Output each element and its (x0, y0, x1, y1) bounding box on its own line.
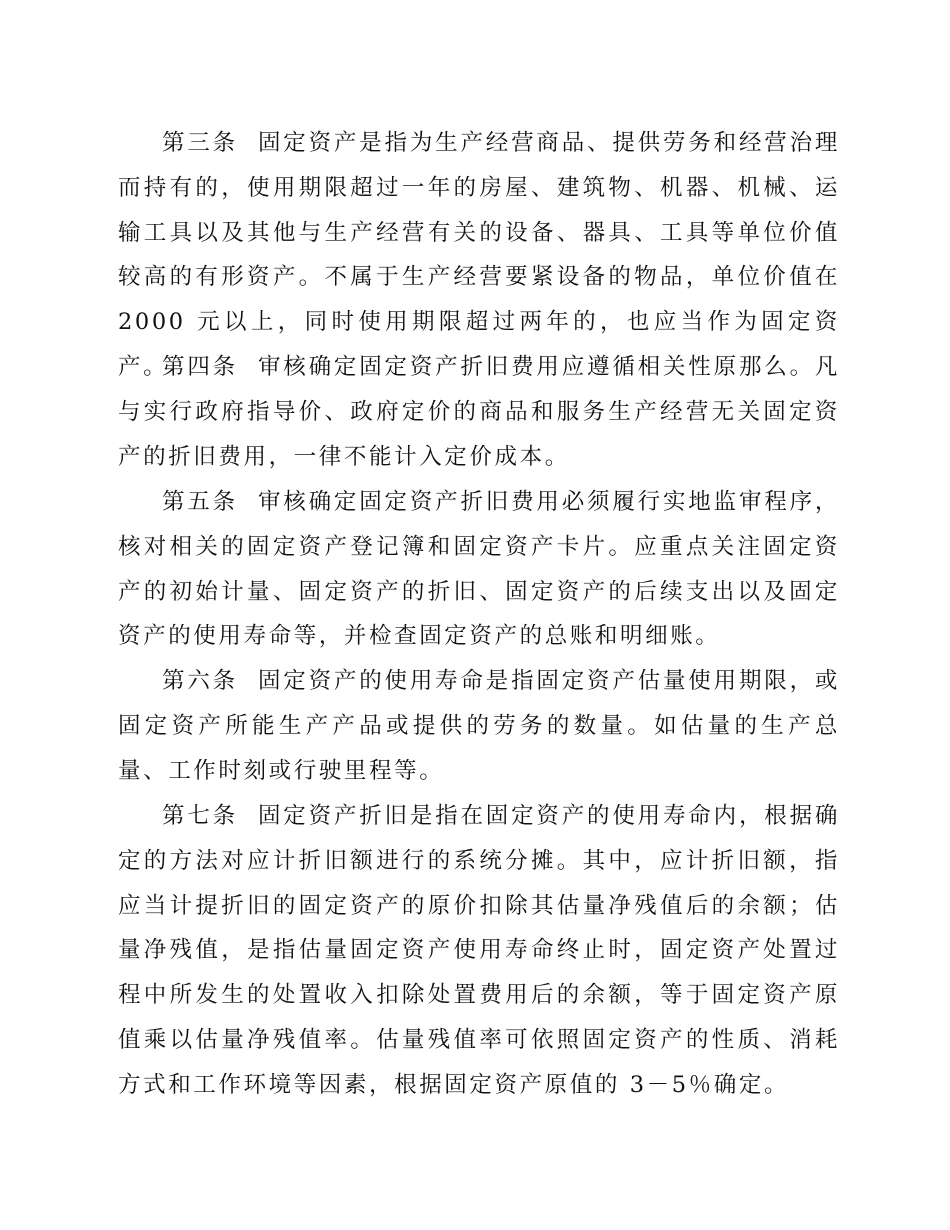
article-5-label: 第五条 (162, 489, 238, 515)
article-4-text: 审核确定固定资产折旧费用应遵循相关性原那么。凡与实行政府指导价、政府定价的商品和服务生产经营无关固定资产的折旧费用，一律不能计入定价成本。 (118, 354, 840, 470)
article-4 (118, 345, 840, 479)
article-4-label: 第四条 (162, 354, 238, 380)
article-6-label: 第六条 (162, 668, 238, 694)
article-5-text: 审核确定固定资产折旧费用必须履行实地监审程序，核对相关的固定资产登记簿和固定资产卡片。应重点关注固定资产的初始计量、固定资产的折旧、固定资产的后续支出以及固定资产的使用寿命等，并检查固定资产的总账和明细账。 (118, 489, 840, 650)
article-5 (118, 480, 840, 659)
article-6-text: 固定资产的使用寿命是指固定资产估量使用期限，或固定资产所能生产产品或提供的劳务的数量。如估量的生产总量、工作时刻或行驶里程等。 (118, 668, 840, 784)
article-6 (118, 659, 840, 793)
article-7-text: 固定资产折旧是指在固定资产的使用寿命内，根据确定的方法对应计折旧额进行的系统分摊。其中，应计折旧额，指应当计提折旧的固定资产的原价扣除其估量净残值后的余额；估量净残值，是指估量固定资产使用寿命终止时，固定资产处置过程中所发生的处置收入扣除处置费用后的余额，等于固定资产原值乘以估量净残值率。估量残值率可依照固定资产的性质、消耗方式和工作环境等因素，根据固定资产原值的 3－5％确定。 (118, 803, 840, 1098)
article-3-label: 第三条 (162, 130, 238, 156)
article-7-label: 第七条 (162, 803, 238, 829)
article-7 (118, 794, 840, 1108)
article-3-text: 固定资产是指为生产经营商品、提供劳务和经营治理而持有的，使用期限超过一年的房屋、建筑物、机器、机械、运输工具以及其他与生产经营有关的设备、器具、工具等单位价值较高的有形资产。不属于生产经营要紧设备的物品，单位价值在 2000 元以上，同时使用期限超过两年的，也应当作为固定资产。 (118, 130, 840, 380)
